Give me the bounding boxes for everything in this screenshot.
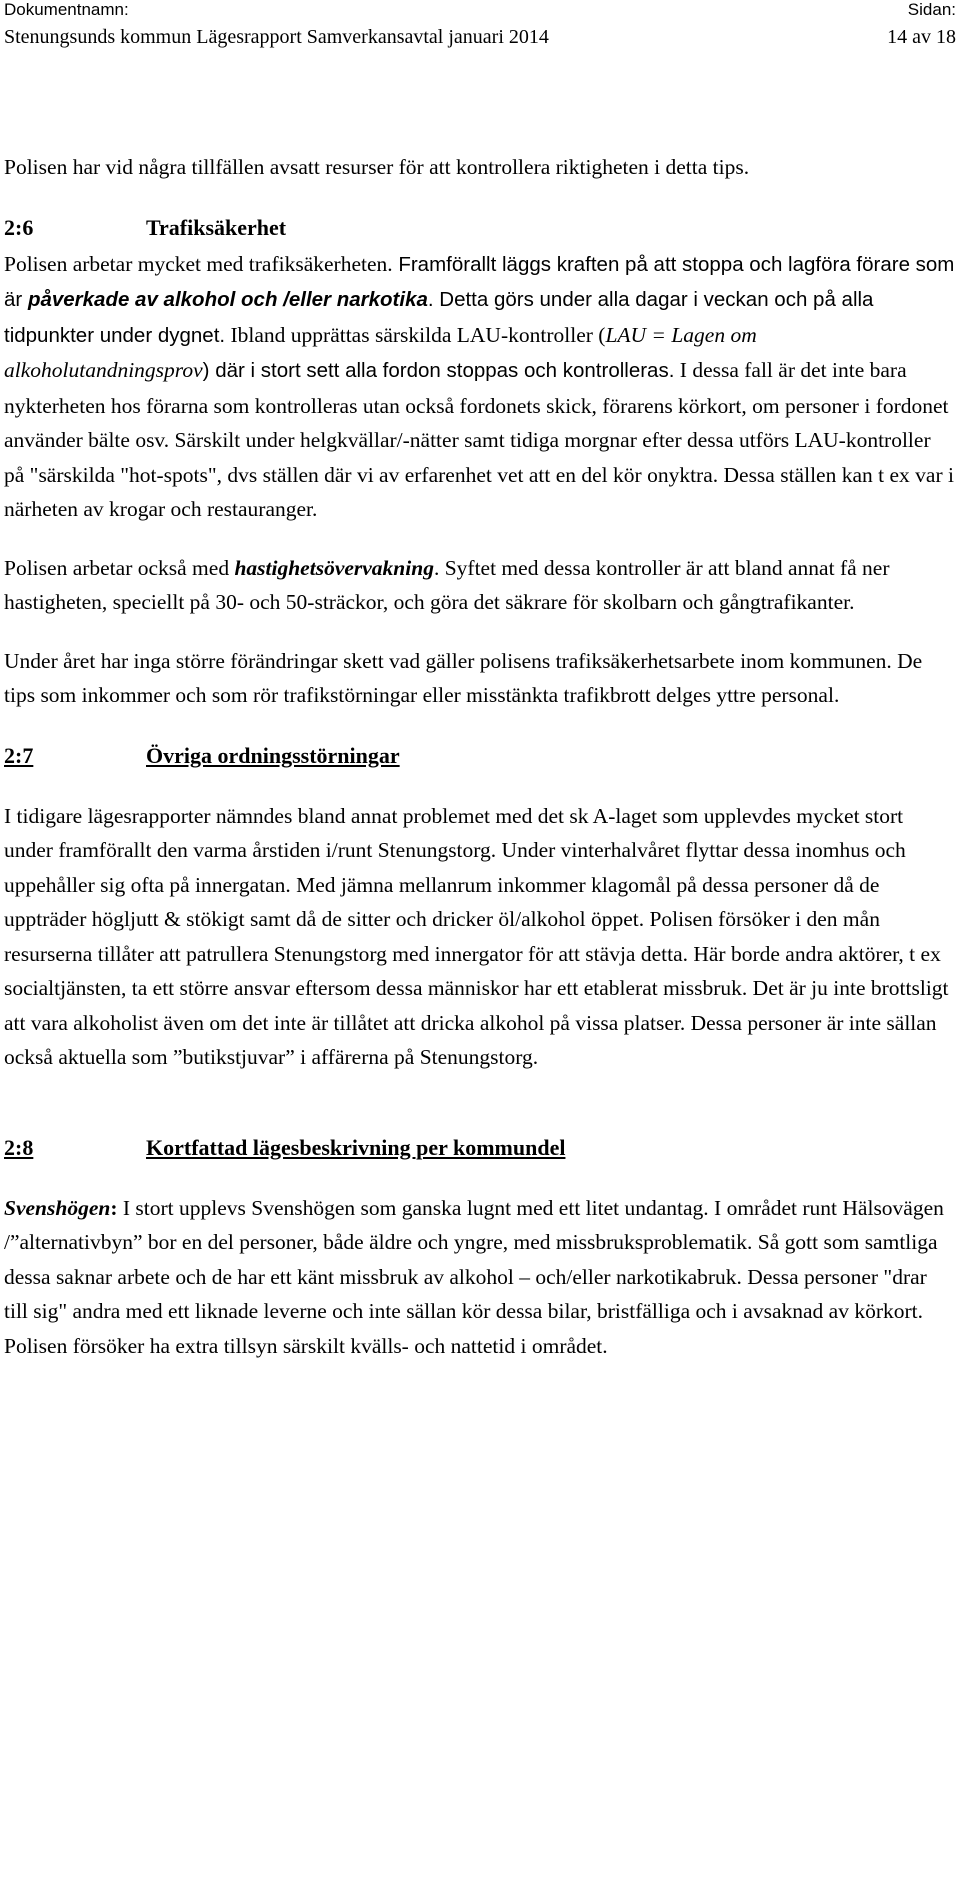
section-heading-2-7 [4,737,956,775]
page-number: 14 av 18 [887,26,956,48]
section-title: Övriga ordningsstörningar [146,742,400,768]
section-title: Kortfattad lägesbeskrivning per kommundel [146,1134,566,1160]
section-number: 2:6 [4,214,34,240]
paragraph-year-summary: Under året har inga större förändringar skett vad gäller polisens trafiksäkerhetsarbete inom kommunen. De tips som inkommer och som rör trafikstörningar eller misstänkta trafikbrott delges yttre personal. [4,648,923,707]
section-heading-2-8 [4,1129,956,1167]
doc-name-label: Dokumentnamn: [4,0,129,19]
document-body [4,150,956,1363]
paragraph-a-laget: I tidigare lägesrapporter nämndes bland annat problemet med det sk A-laget som upplevdes mycket stort under framförallt den varma årstiden i/runt Stenungstorg. Under vinterhalvåret flyttar dessa inomhus och uppehåller sig ofta på innergatan. Med jämna mellanrum inkommer klagomål på dessa personer då de uppträder högljutt & stökigt samt då de sitter och dricker öl/alkohol öppet. Polisen försöker i den mån resurserna tillåter att patrullera Stenungstorg med innergator för att stävja detta. Här borde andra aktörer, t ex socialtjänsten, ta ett större ansvar eftersom dessa människor har ett etablerat missbruk. Det är ju inte brottsligt att vara alkoholist även om det inte är tillåtet att dricka alkohol på vissa platser. Dessa personer är inte sällan också aktuella som ”butikstjuvar” i affärerna på Stenungstorg. [4,803,949,1069]
paragraph-tips: Polisen har vid några tillfällen avsatt resurser för att kontrollera riktigheten i detta tips. [4,155,750,179]
section-heading-2-6 [4,209,956,247]
page-header [0,0,960,70]
section-number: 2:7 [4,742,34,768]
paragraph-svenshogen: Svenshögen: I stort upplevs Svenshögen som ganska lugnt med ett litet undantag. I området runt Hälsovägen /”alternativbyn” bor en del personer, både äldre och yngre, med missbruksproblematik. Så gott som samtliga dessa saknar arbete och de har ett känt missbruk av alkohol – och/eller narkotikabruk. Dessa personer "drar till sig" andra med ett liknade leverne och inte sällan kör dessa bilar, bristfälliga och i avsaknad av körkort. Polisen försöker ha extra tillsyn särskilt kvälls- och nattetid i området. [4,1195,944,1358]
paragraph-speed-monitoring: Polisen arbetar också med hastighetsövervakning. Syftet med dessa kontroller är att bland annat få ner hastigheten, speciellt på 30- och 50-sträckor, och göra det säkrare för skolbarn och gångtrafikanter. [4,555,890,614]
section-number: 2:8 [4,1134,34,1160]
document-title: Stenungsunds kommun Lägesrapport Samverkansavtal januari 2014 [4,26,549,48]
section-title: Trafiksäkerhet [146,214,287,240]
district-name: Svenshögen [4,1195,111,1220]
page-label: Sidan: [907,0,956,19]
emphasis-influenced-drivers: påverkade av alkohol och /eller narkotika [27,288,428,311]
emphasis-speed-monitoring: hastighetsövervakning [234,555,434,580]
lau-definition: LAU = Lagen om alkoholutandningsprov [4,322,757,382]
paragraph-traffic-safety: Polisen arbetar mycket med trafiksäkerheten. Framförallt läggs kraften på att stoppa och lagföra förare som är påverkade av alkohol och /eller narkotika. Detta görs under alla dagar i veckan och på alla tidpunkter under dygnet. Ibland upprättas särskilda LAU-kontroller (LAU = Lagen om alkoholutandningsprov) där i stort sett alla fordon stoppas och kontrolleras. I dessa fall är det inte bara nykterheten hos förarna som kontrolleras utan också fordonets skick, förarens körkort, om personer i fordonet använder bälte osv. Särskilt under helgkvällar/-nätter samt tidiga morgnar efter dessa utförs LAU-kontroller på "särskilda "hot-spots", dvs ställen där vi av erfarenhet vet att en del kör onyktra. Dessa ställen kan t ex var i närheten av krogar och restauranger. [4,251,955,521]
